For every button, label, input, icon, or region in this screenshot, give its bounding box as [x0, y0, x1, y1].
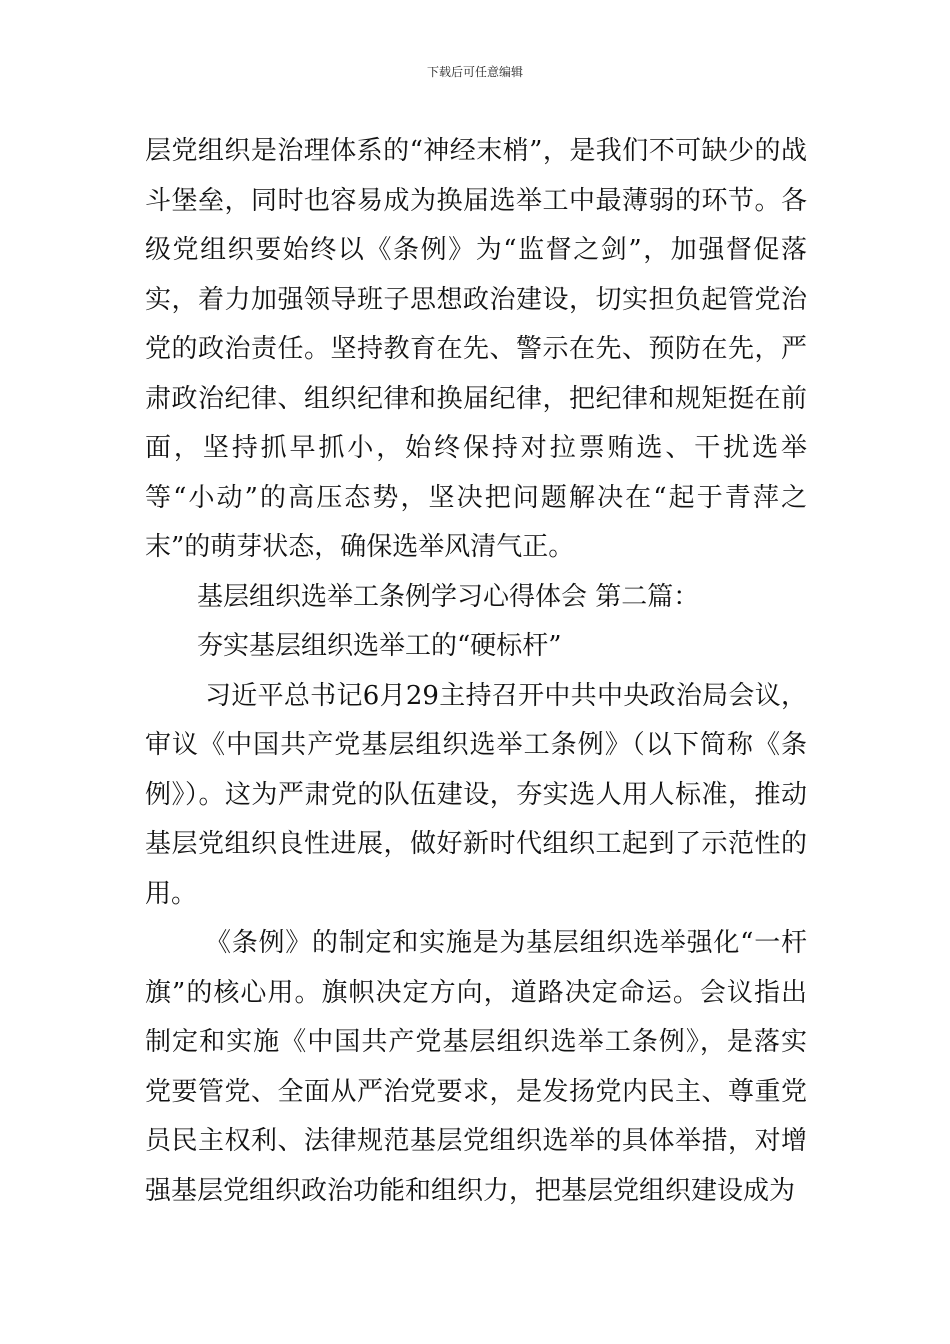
section-heading: 基层组织选举工条例学习心得体会 第二篇： [197, 581, 700, 612]
section-subtitle: 夯实基层组织选举工的“硬标杆” [197, 631, 562, 661]
paragraph: 习近平总书记6月29主持召开中共中央政治局会议，审议《中国共产党基层组织选举工条例》（以下简称《条例》）。这为严肃党的队伍建设，夯实选人用人标准，推动基层党组织良性进展，做好新时代组织工起到了示范性的用。 [145, 680, 807, 909]
page-header: 下载后可任意编辑 [426, 65, 523, 79]
document-body [145, 127, 807, 1216]
paragraph-continued: 层党组织是治理体系的“神经末梢”，是我们不可缺少的战斗堡垒，同时也容易成为换届选举工中最薄弱的环节。各级党组织要始终以《条例》为“监督之剑”，加强督促落实，着力加强领导班子思想政治建设，切实担负起管党治党的政治责任。坚持教育在先、警示在先、预防在先，严肃政治纪律、组织纪律和换届纪律，把纪律和规矩挺在前面，坚持抓早抓小，始终保持对拉票贿选、干扰选举等“小动”的高压态势，坚决把问题解决在“起于青萍之末”的萌芽状态，确保选举风清气正。 [145, 136, 807, 562]
paragraph: 《条例》的制定和实施是为基层组织选举强化“一杆旗”的核心用。旗帜决定方向，道路决定命运。会议指出制定和实施《中国共产党基层组织选举工条例》，是落实党要管党、全面从严治党要求，是发扬党内民主、尊重党员民主权利、法律规范基层党组织选举的具体举措，对增强基层党组织政治功能和组织力，把基层党组织建设成为 [145, 928, 807, 1206]
